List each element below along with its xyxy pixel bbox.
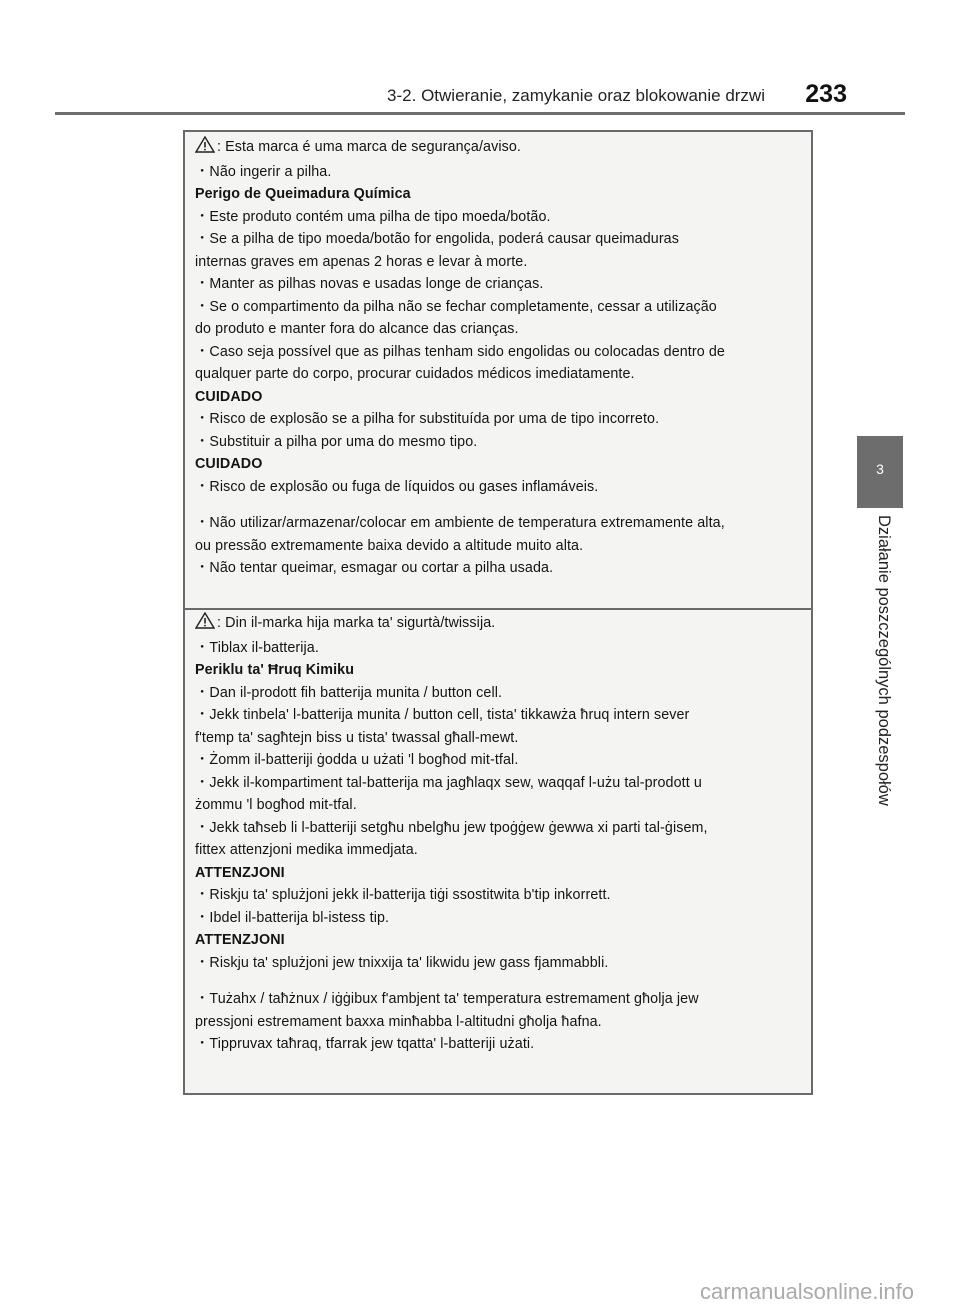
chapter-tab [857, 436, 903, 508]
chapter-label: Działanie poszczególnych podzespołów [875, 515, 893, 806]
warning-triangle-icon [195, 612, 215, 637]
warning-line: ・Jekk il-kompartiment tal-batterija ma jagħlaqx sew, waqqaf l-użu tal-prodott u [195, 774, 702, 791]
warning-line: : Din il-marka hija marka ta' sigurtà/twissija. [195, 612, 805, 637]
warning-line: f'temp ta' sagħtejn biss u tista' twassal għall-mewt. [195, 729, 519, 746]
page-number: 233 [805, 80, 847, 108]
page-header [55, 78, 905, 115]
section-title: 3-2. Otwieranie, zamykanie oraz blokowanie drzwi [387, 86, 765, 105]
warning-line: internas graves em apenas 2 horas e levar à morte. [195, 253, 528, 270]
warning-line: ・Caso seja possível que as pilhas tenham sido engolidas ou colocadas dentro de [195, 343, 725, 360]
warning-line: ・Jekk tinbela' l-batterija munita / button cell, tista' tikkawża ħruq intern sever [195, 707, 690, 723]
warning-heading: Perigo de Queimadura Química [195, 186, 411, 202]
maltese-warning-block [195, 612, 805, 1056]
warning-line: ・Risco de explosão se a pilha for substituída por uma de tipo incorreto. [195, 411, 660, 427]
warning-line: fittex attenzjoni medika immedjata. [195, 842, 418, 858]
warning-line: ・Tużahx / taħżnux / iġġibux f'ambjent ta' temperatura estremament għolja jew [195, 991, 699, 1007]
warning-line: pressjoni estremament baxxa minħabba l-altitudni għolja ħafna. [195, 1013, 602, 1030]
caution-heading: CUIDADO [195, 456, 263, 472]
warning-line: ・Substituir a pilha por uma do mesmo tipo. [195, 433, 478, 450]
warning-line: ・Manter as pilhas novas e usadas longe de crianças. [195, 276, 544, 292]
warning-heading: Periklu ta' Ħruq Kimiku [195, 662, 355, 678]
warning-line: ・Não utilizar/armazenar/colocar em ambiente de temperatura extremamente alta, [195, 515, 725, 531]
warning-line: ・Não tentar queimar, esmagar ou cortar a pilha usada. [195, 560, 554, 576]
caution-heading: ATTENZJONI [195, 864, 285, 881]
warning-line: ・Tippruvax taħraq, tfarrak jew tqatta' l-batteriji użati. [195, 1036, 535, 1052]
chapter-number: 3 [876, 461, 884, 477]
warning-line: ・Risco de explosão ou fuga de líquidos ou gases inflamáveis. [195, 478, 599, 495]
warning-line: ・Ibdel il-batterija bl-istess tip. [195, 909, 390, 926]
warning-line: ・Żomm il-batteriji ġodda u użati 'l bogħod mit-tfal. [195, 752, 519, 768]
portuguese-warning-block [195, 136, 805, 580]
warning-line: ou pressão extremamente baixa devido a altitude muito alta. [195, 537, 584, 554]
warning-line: ・Riskju ta' splużjoni jew tnixxija ta' likwidu jew gass fjammabbli. [195, 954, 609, 971]
warning-line: ・Se a pilha de tipo moeda/botão for engolida, poderá causar queimaduras [195, 231, 679, 247]
warning-line: : Esta marca é uma marca de segurança/aviso. [195, 136, 805, 161]
warning-line: qualquer parte do corpo, procurar cuidados médicos imediatamente. [195, 366, 635, 382]
warning-line: ・Riskju ta' splużjoni jekk il-batterija tiġi ssostitwita b'tip inkorrett. [195, 887, 611, 903]
warning-line: ・Este produto contém uma pilha de tipo moeda/botão. [195, 208, 551, 225]
warning-line: ・Dan il-prodott fih batterija munita / button cell. [195, 684, 503, 701]
warning-triangle-icon [195, 136, 215, 161]
warning-line: do produto e manter fora do alcance das crianças. [195, 321, 519, 337]
warning-line: ・Jekk taħseb li l-batteriji setgħu nbelgħu jew tpoġġew ġewwa xi parti tal-ġisem, [195, 819, 708, 836]
caution-heading: CUIDADO [195, 388, 263, 405]
watermark: carmanualsonline.info [699, 1279, 914, 1304]
warning-line: ・Se o compartimento da pilha não se fechar completamente, cessar a utilização [195, 298, 717, 315]
caution-heading: ATTENZJONI [195, 932, 285, 948]
warning-line: ・Não ingerir a pilha. [195, 163, 332, 180]
warning-line: ・Tiblax il-batterija. [195, 639, 319, 656]
warning-line: żommu 'l bogħod mit-tfal. [195, 797, 357, 813]
section-divider [185, 608, 811, 610]
scanned-warning-insert [183, 130, 813, 1095]
